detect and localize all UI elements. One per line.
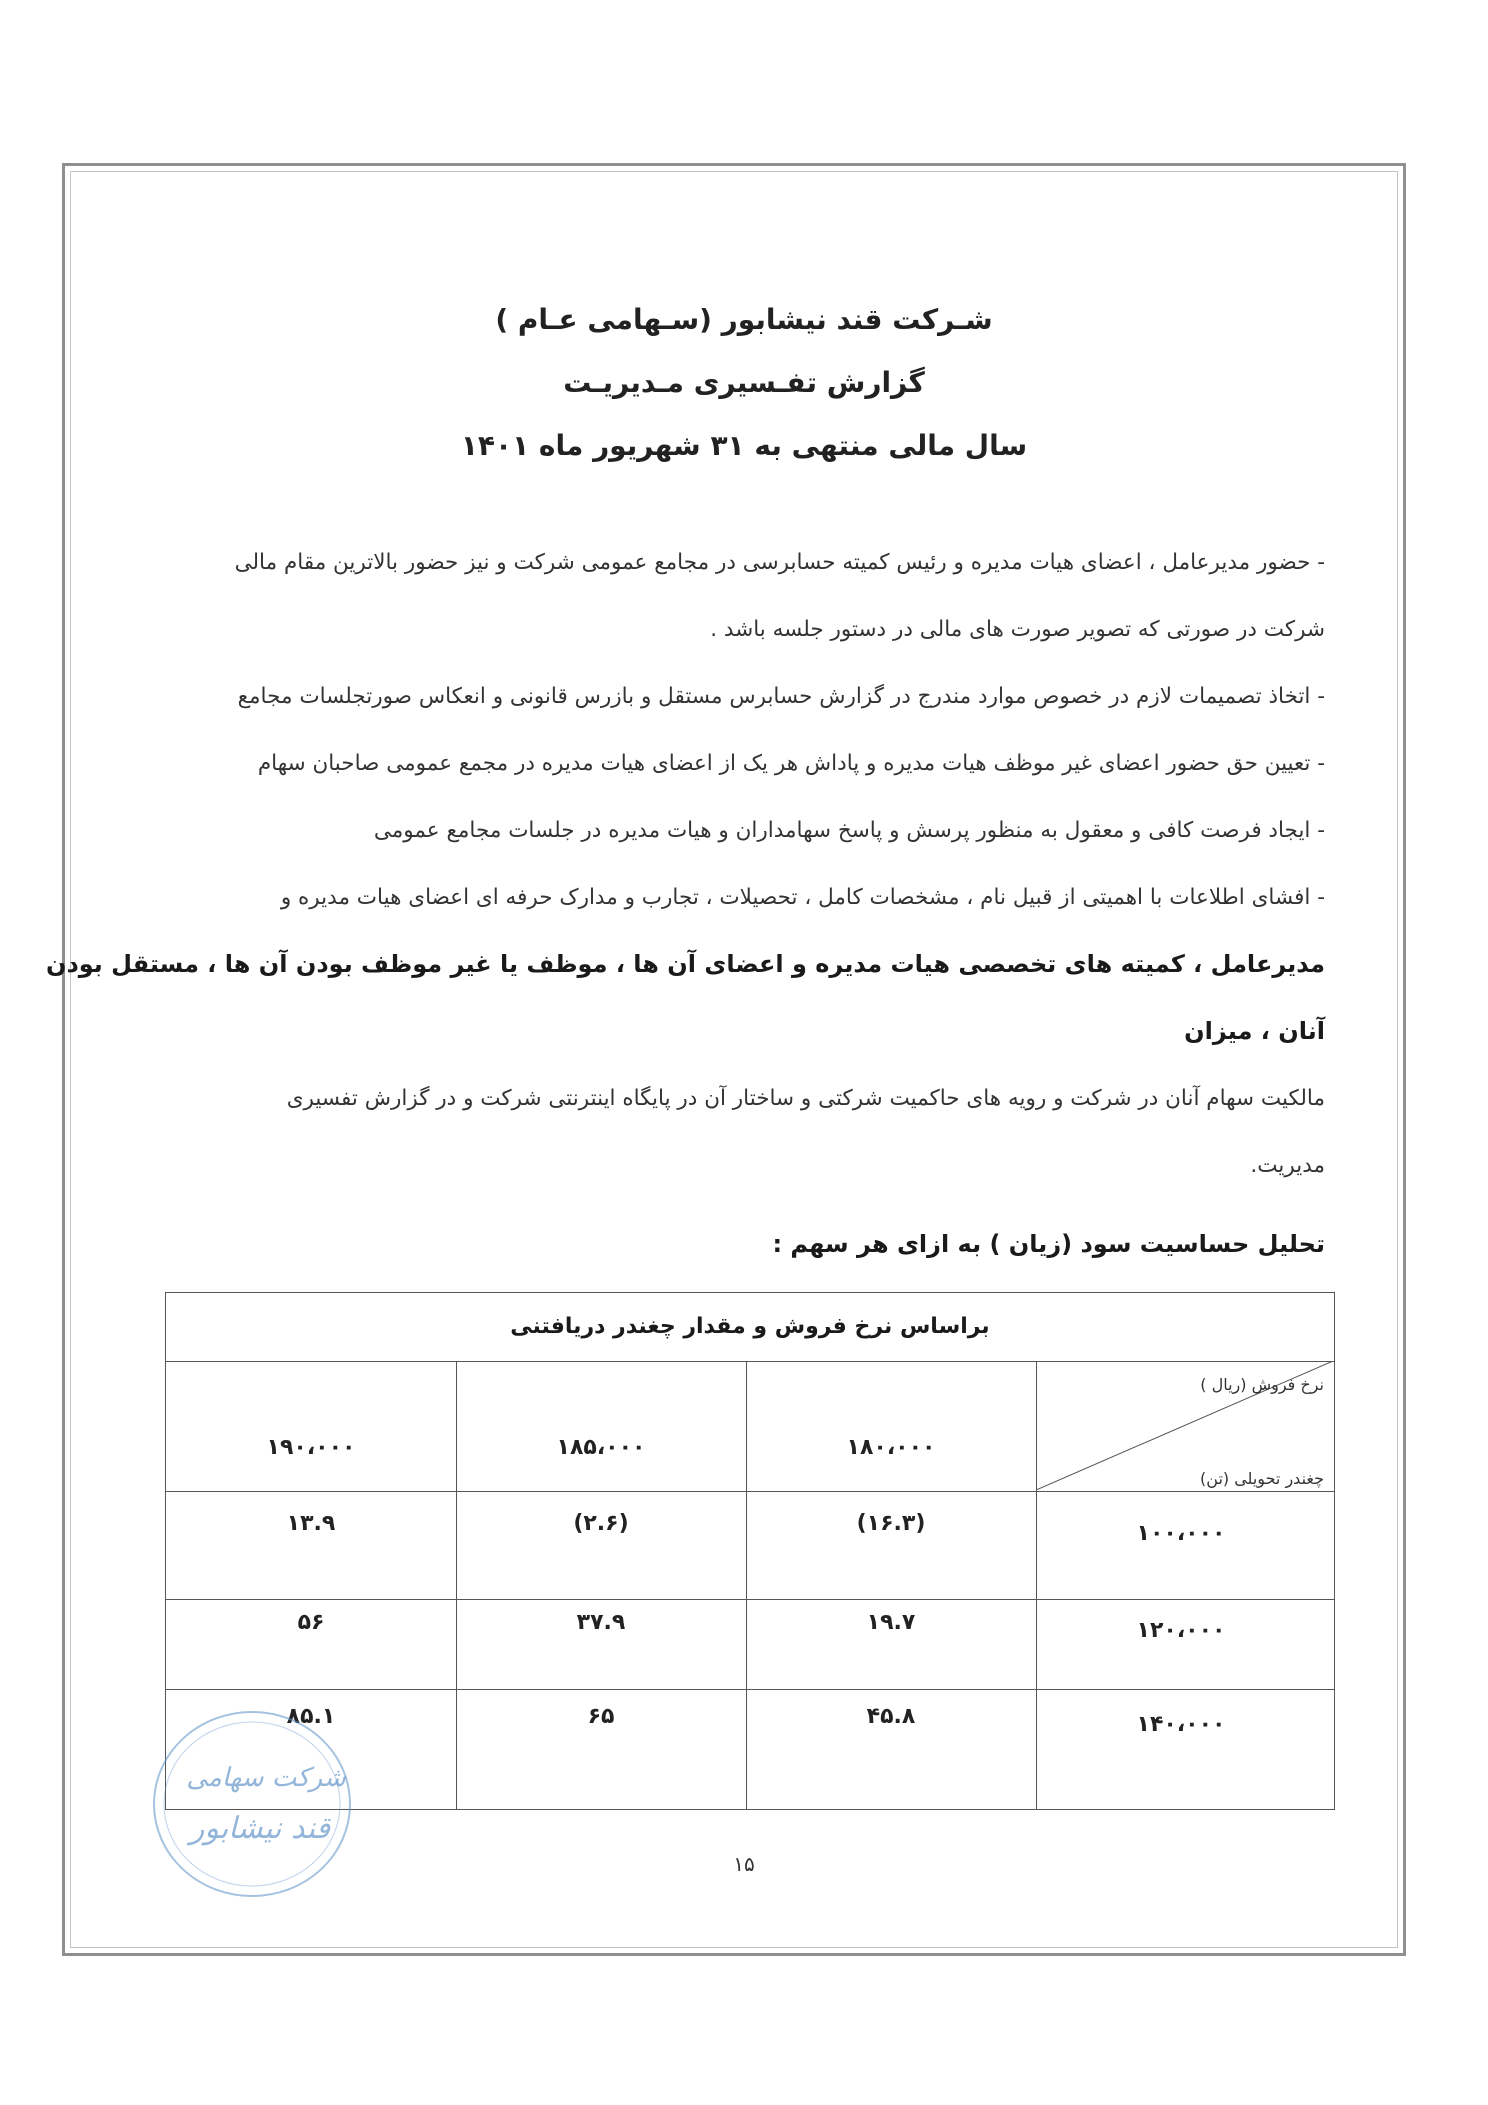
page-number: ۱۵ [733,1852,755,1876]
table-title: براساس نرخ فروش و مقدار چغندر دریافتنی [166,1293,1334,1362]
paragraph-line: - افشای اطلاعات با اهمیتی از قبیل نام ، مشخصات کامل ، تحصیلات ، تجارب و مدارک حرفه ای اعضای هیات مدیره و [280,885,1325,910]
paragraph-line: مدیرعامل ، کمیته های تخصصی هیات مدیره و اعضای آن ها ، موظف یا غیر موظف بودن آن ها ، مستقل بودن [45,950,1325,978]
tonnage-value: ۱۰۰،۰۰۰ [1136,1521,1226,1546]
table-cell: ۴۵.۸ [866,1704,916,1729]
report-title: گزارش تفـسیری مـدیریـت [563,366,925,399]
column-divider [456,1361,457,1809]
table-cell: ۸۵.۱ [286,1704,336,1729]
tonnage-value: ۱۴۰،۰۰۰ [1136,1712,1226,1737]
tonnage-value: ۱۲۰،۰۰۰ [1136,1618,1226,1643]
paragraph-line: مالکیت سهام آنان در شرکت و رویه های حاکمیت شرکتی و ساختار آن در پایگاه اینترنتی شرکت و در گزارش تفسیری [286,1086,1325,1111]
table-cell: ۵۶ [297,1610,325,1635]
company-title: شـرکت قند نیشابور (سـهامی عـام ) [495,303,993,336]
table-cell: ۶۵ [587,1704,615,1729]
paragraph-line: آنان ، میزان [1184,1017,1325,1045]
table-cell: ۱۹.۷ [866,1610,916,1635]
paragraph-line: - تعیین حق حضور اعضای غیر موظف هیات مدیره و پاداش هر یک از اعضای هیات مدیره در مجمع عمومی صاحبان سهام [257,751,1325,776]
price-header: ۱۸۵،۰۰۰ [556,1435,646,1460]
table-cell: (۱۶.۳) [856,1511,926,1536]
paragraph-line: - حضور مدیرعامل ، اعضای هیات مدیره و رئیس کمیته حسابرسی در مجامع عمومی شرکت و نیز حضور بالاترین مقام مالی [234,550,1325,575]
paragraph-line: - اتخاذ تصمیمات لازم در خصوص موارد مندرج در گزارش حسابرس مستقل و بازرس قانونی و انعکاس صورتجلسات مجامع [237,684,1325,709]
column-divider [746,1361,747,1809]
paragraph-line: - ایجاد فرصت کافی و معقول به منظور پرسش و پاسخ سهامداران و هیات مدیره در جلسات مجامع عمومی [373,818,1325,843]
row-divider [166,1491,1334,1492]
stamp-text: شرکت سهامی [186,1763,346,1793]
price-axis-label: نرخ فروش (ریال ) [1200,1375,1324,1394]
period-title: سال مالی منتهی به ۳۱ شهریور ماه ۱۴۰۱ [460,429,1028,462]
stamp-text: قند نیشابور [189,1811,331,1846]
row-divider [166,1689,1334,1690]
table-cell: ۱۳.۹ [286,1511,336,1536]
price-header: ۱۹۰،۰۰۰ [266,1435,356,1460]
table-cell: ۳۷.۹ [576,1610,626,1635]
sensitivity-heading: تحلیل حساسیت سود (زیان ) به ازای هر سهم : [772,1230,1325,1258]
paragraph-line: شرکت در صورتی که تصویر صورت های مالی در دستور جلسه باشد . [710,617,1325,642]
row-divider [166,1599,1334,1600]
table-cell: (۲.۶) [573,1511,629,1536]
document-header [0,288,1488,477]
paragraph-line: مدیریت. [1250,1153,1325,1178]
price-header: ۱۸۰،۰۰۰ [846,1435,936,1460]
body-paragraphs [45,529,1325,1199]
tonnage-axis-label: چغندر تحویلی (تن) [1200,1469,1324,1488]
